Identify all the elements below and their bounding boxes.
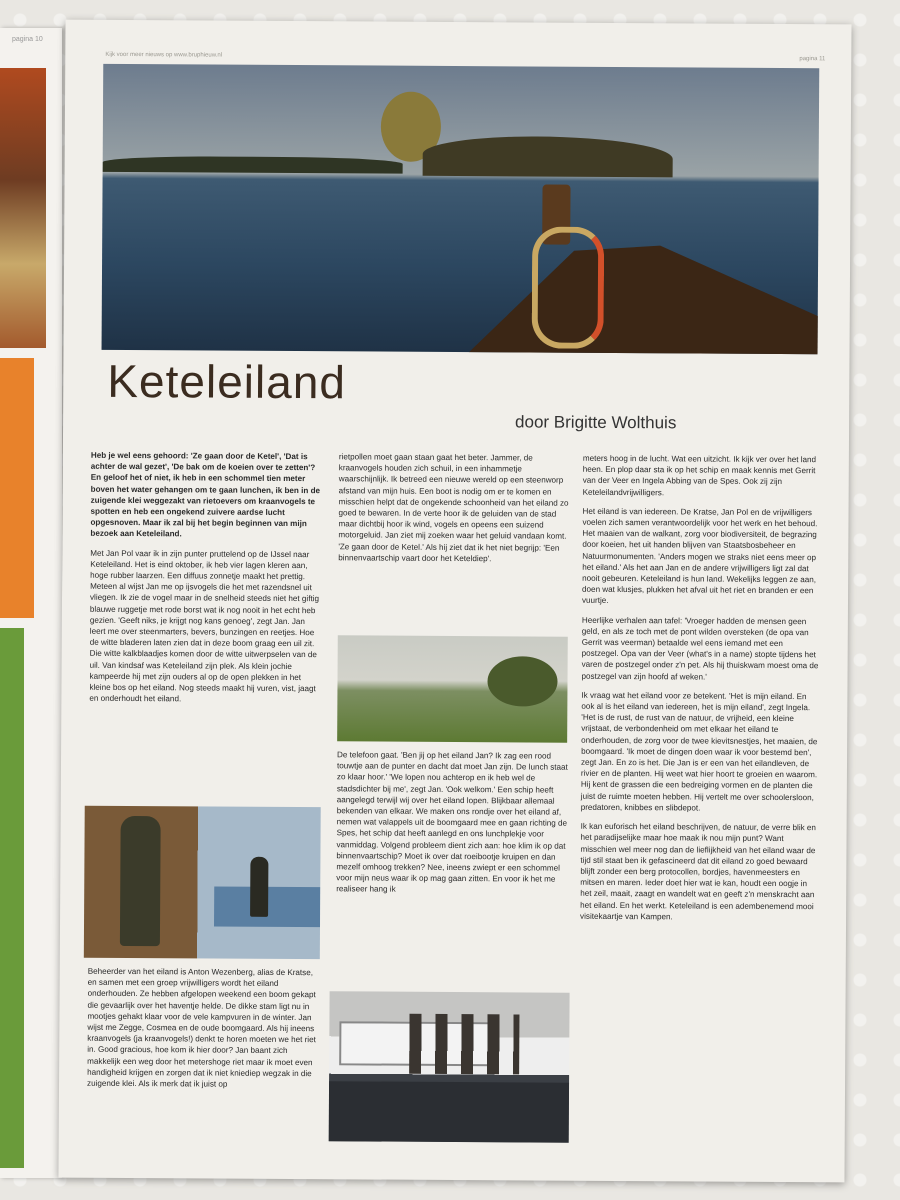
photo-jan-pol-in-reeds	[84, 806, 321, 959]
photo-person	[120, 816, 161, 946]
article-byline: door Brigitte Wolthuis	[515, 412, 677, 433]
paragraph: Heerlijke verhalen aan tafel: 'Vroeger hadden de mensen geen geld, en als ze toch met de pont wilden oversteken (de opa van Gerrit was veerman) betaalde wel eens iemand met een postzegel. Opa van der Veer (what's in a name) stopte tijdens het varen de postzegel onder z'n pet. Als hij thuiskwam moest oma de postzegel van zijn hoofd af weken.'	[581, 615, 819, 682]
photo-person	[250, 857, 268, 917]
left-page-number: pagina 10	[12, 36, 43, 43]
page-header	[105, 52, 825, 62]
page-number: pagina 11	[799, 56, 826, 63]
column-1-top	[89, 450, 321, 714]
photo-rope	[532, 226, 605, 348]
intro-paragraph: Heb je wel eens gehoord: 'Ze gaan door de Ketel', 'Dat is achter de wal gezet', 'De bak om de koeien over te zetten'? En geloof het of niet, ik heb in een schommel tien meter boven het water gehangen om te gaan lunchen, ik ben in de zuigende klei weggezakt van rietoevers om kraanvogels te spotten en heb een ongekend zuivere aardse lucht opgesnoven. Maar ik zal bij het begin beginnen van mijn bezoek aan Keteleiland.	[90, 450, 321, 539]
underlying-photo	[0, 68, 46, 348]
underlying-green-block	[0, 628, 24, 1168]
hero-photo-boat-on-water	[102, 64, 820, 354]
article-title: Keteleiland	[107, 354, 347, 409]
photo-island	[423, 136, 673, 178]
paragraph: Met Jan Pol vaar ik in zijn punter pruttelend op de IJssel naar Keteleiland. Het is eind oktober, ik heb vier lagen kleren aan, hoge rubber laarzen. Een diffuus zonnetje maakt het prettig. Meteen al wijst Jan me op ijsvogels die het met razendsnel uit vliegen. Ik zie de vogel maar in de snelheid steeds niet het giftig blauwe ruggetje met rode borst wat ik nog nooit in het echt heb gezien. 'Geeft niks, je krijgt nog kans genoeg', zegt Jan. Jan leert me over steenmarters, bevers, bunzingen en reetjes. Hoe de witte bladeren laten zien dat in deze boom graag een uil zit. Die witte kalkblaadjes komen door de witte uitwerpselen van de uil. Van kindsaf was Keteleiland zijn plek. Als klein jochie kampeerde hij met zijn ouders al op de open plekken in het kleine bos op het eiland. Nog steeds maakt hij vuren, vist, jaagt en onderhoudt het eiland.	[89, 548, 320, 704]
photo-island-meadow	[337, 635, 568, 742]
photo-people-on-ship	[329, 991, 570, 1142]
photo-ship-hull	[329, 1081, 569, 1142]
paragraph: Ik kan euforisch het eiland beschrijven, de natuur, de verre blik en het paradijselijke maar hoe maak ik nou mijn punt? Want misschien wel meer nog dan de lieflijkheid van het eiland waar de tijd stil staat ben ik gefascineerd dat dit eiland zo goed bewaard blijft zonder een berg protocollen, bordjes, havenmeesters en mitsen en maren. Ieder doet hier wat ie kan, houdt een oogje in het zeil, maait, zaagt en wandelt wat en geeft z'n menskracht aan het eiland. En het werkt. Keteleiland is een adembenemend mooi visitekaartje van Kampen.	[580, 821, 816, 922]
paragraph: Ik vraag wat het eiland voor ze betekent. 'Het is mijn eiland. En ook al is het eiland van iedereen, het is mijn eiland', zegt Ingela. 'Het is de rust, de rust van de natuur, de vrijheid, een kleine vrijstaat, de verbondenheid om met elkaar het eiland te onderhouden, de zorg voor de twee kievitsnestjes, het maaien, de boomgaard. 'Ik moet de dingen doen waar ik voor bestemd ben', zegt Jan. En zo is het. Die Jan is er een van het eilandleven, de rivier en de planten. Hij weet wat hier hoort te groeien en waarom. Hij kent de grassen die een bedreiging vormen en de planten die juist de ruimte moeten hebben. Hij vertelt me over schoolersloon, predatoren, knibbes en slibdepot.	[580, 690, 818, 813]
photo-shoreline	[103, 156, 403, 174]
newspaper-page	[58, 20, 851, 1183]
column-1-bottom	[87, 966, 318, 1099]
photo-boat-bow	[401, 236, 819, 355]
column-3	[580, 453, 821, 931]
paragraph: rietpollen moet gaan staan gaat het beter. Jammer, de kraanvogels houden zich schuil, in een inhammetje waarschijnlijk. Ik betreed een nieuwe wereld op een steenworp afstand van mijn huis. Een boot is nodig om er te komen en misschien helpt dat de ongekende schoonheid van het eiland zo goed te bewaren. In de verte hoor ik de geluiden van de stad maar dichtbij hoor ik wind, vogels en opeens een suizend motorgeluid. Jan ziet mij zoeken waar het geluid vandaan komt. 'Ze gaan door de Ketel.' Als hij ziet dat ik het niet begrijp: 'Een binnenvaartschip vaart door het Keteldiep'.	[338, 452, 569, 564]
column-2-middle	[336, 749, 569, 904]
paragraph: meters hoog in de lucht. Wat een uitzicht. Ik kijk ver over het land heen. En plop daar sta ik op het schip en maak kennis met Gerrit van der Veer en Ingela Abbing van de Spes. Ook zij zijn Keteleilandvrijwilligers.	[582, 453, 817, 497]
paragraph: Beheerder van het eiland is Anton Wezenberg, alias de Kratse, en samen met een groep vrijwilligers wordt het eiland onderhouden. Ze hebben afgelopen weekend een boom gekapt die gevaarlijk over het haventje helde. De dikke stam ligt nu in mootjes gehakt klaar voor de vele kampvuren in de winter. Jan wijst me Zegge, Cosmea en de oude boomgaard. Als hij ineens kraanvogels (ja kraanvogels!) denkt te horen moeten we het riet in. Good gracious, hoe kom ik hier door? Jan baant zich makkelijk een weg door het metershoge riet maar ik moet even handigheid krijgen en zorgen dat ik niet kniediep wegzak in die zuigende klei. Als ik merk dat ik juist op	[87, 966, 316, 1089]
column-2-top	[338, 451, 571, 572]
header-left-text: Kijk voor meer nieuws op www.bruphieuw.nl	[105, 51, 223, 59]
paragraph: Het eiland is van iedereen. De Kratse, Jan Pol en de vrijwilligers voelen zich samen verantwoordelijk voor het werk en het behoud. Het maaien van de walkant, zorg voor biodiversiteit, de begrazing door koeien, het uit handen blijven van Staatsbosbeheer en Natuurmonumenten. 'Anders mogen we straks niet eens meer op het eiland.' Als het aan Jan en de andere vrijwilligers ligt zal dat nooit gebeuren. Keteleiland is hun land. Wekelijks leggen ze aan, doen wat klusjes, plukken het afval uit het riet en branden er een vuurtje.	[581, 506, 818, 606]
photo-tree	[487, 656, 557, 706]
underlying-orange-block	[0, 358, 34, 618]
underlying-page	[0, 28, 62, 1178]
paragraph: De telefoon gaat. 'Ben jij op het eiland Jan? Ik zag een rood touwtje aan de punter en dacht dat moet Jan zijn. De lunch staat zo klaar hoor.' 'We lopen nou achterop en ik heb wel de stadsdichter bij me', zegt Jan. 'Ook welkom.' Een schip heeft aangelegd terwijl wij over het eiland lopen. Blijkbaar allemaal bekenden van elkaar. We maken ons rondje over het eiland af, nemen wat valappels uit de boomgaard mee en gaan richting de Spes, het schip dat heeft aanlegd en ons lunchplekje voor vanmiddag. Volgend probleem dient zich aan: hoe klim ik op dat binnenvaartschip? Moet ik over dat roeibootje kruipen en dan mezelf omhoog trekken? Nee, ineens zwiept er een schommel voor mijn neus waar ik op mag gaan zitten. En voor ik het me realiseer hang ik	[336, 750, 568, 895]
photo-people	[409, 1014, 519, 1075]
